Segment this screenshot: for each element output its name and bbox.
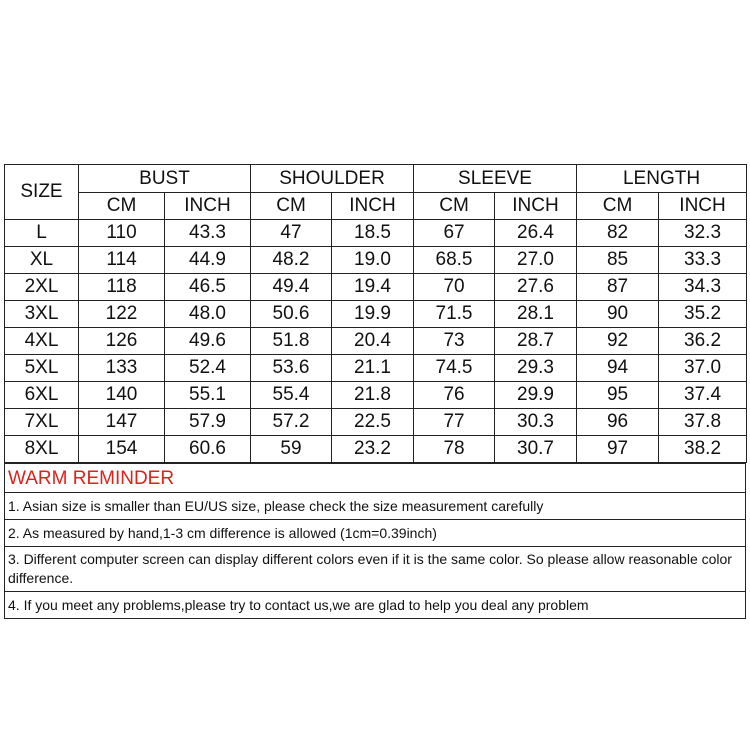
measurement-cell: 29.9 xyxy=(495,382,577,409)
measurement-cell: 154 xyxy=(79,436,165,463)
size-cell: 2XL xyxy=(5,274,79,301)
unit-header-cm: CM xyxy=(251,193,332,220)
measurement-cell: 19.0 xyxy=(332,247,414,274)
measurement-cell: 21.8 xyxy=(332,382,414,409)
unit-header-cm: CM xyxy=(79,193,165,220)
measurement-cell: 55.4 xyxy=(251,382,332,409)
measurement-cell: 77 xyxy=(414,409,495,436)
measurement-cell: 126 xyxy=(79,328,165,355)
measurement-cell: 36.2 xyxy=(659,328,747,355)
measurement-cell: 48.2 xyxy=(251,247,332,274)
measurement-cell: 26.4 xyxy=(495,220,577,247)
shoulder-header: SHOULDER xyxy=(251,165,414,193)
table-row xyxy=(5,220,747,247)
measurement-cell: 44.9 xyxy=(165,247,251,274)
warm-reminder xyxy=(4,463,746,619)
size-cell: 3XL xyxy=(5,301,79,328)
measurement-cell: 53.6 xyxy=(251,355,332,382)
measurement-cell: 27.6 xyxy=(495,274,577,301)
measurement-cell: 47 xyxy=(251,220,332,247)
measurement-cell: 85 xyxy=(577,247,659,274)
unit-header-cm: CM xyxy=(577,193,659,220)
measurement-cell: 59 xyxy=(251,436,332,463)
note-4: 4. If you meet any problems,please try to contact us,we are glad to help you deal any problem xyxy=(5,592,746,619)
measurement-cell: 38.2 xyxy=(659,436,747,463)
measurement-cell: 51.8 xyxy=(251,328,332,355)
measurement-cell: 76 xyxy=(414,382,495,409)
measurement-cell: 92 xyxy=(577,328,659,355)
measurement-cell: 49.4 xyxy=(251,274,332,301)
length-header: LENGTH xyxy=(577,165,747,193)
measurement-cell: 28.1 xyxy=(495,301,577,328)
measurement-cell: 140 xyxy=(79,382,165,409)
note-1: 1. Asian size is smaller than EU/US size, please check the size measurement carefully xyxy=(5,493,746,520)
table-row xyxy=(5,409,747,436)
measurement-cell: 57.9 xyxy=(165,409,251,436)
measurement-cell: 67 xyxy=(414,220,495,247)
measurement-cell: 95 xyxy=(577,382,659,409)
unit-header-inch: INCH xyxy=(495,193,577,220)
measurement-cell: 30.7 xyxy=(495,436,577,463)
measurement-cell: 87 xyxy=(577,274,659,301)
note-3: 3. Different computer screen can display different colors even if it is the same color. So please allow reasonable color difference. xyxy=(5,547,746,592)
measurement-cell: 32.3 xyxy=(659,220,747,247)
table-row xyxy=(5,247,747,274)
measurement-cell: 74.5 xyxy=(414,355,495,382)
measurement-cell: 94 xyxy=(577,355,659,382)
unit-header-inch: INCH xyxy=(659,193,747,220)
measurement-cell: 43.3 xyxy=(165,220,251,247)
measurement-cell: 18.5 xyxy=(332,220,414,247)
size-cell: XL xyxy=(5,247,79,274)
unit-header-inch: INCH xyxy=(165,193,251,220)
bust-header: BUST xyxy=(79,165,251,193)
table-row xyxy=(5,301,747,328)
size-chart xyxy=(4,164,746,619)
measurement-cell: 52.4 xyxy=(165,355,251,382)
measurement-cell: 97 xyxy=(577,436,659,463)
measurement-cell: 19.4 xyxy=(332,274,414,301)
unit-header-inch: INCH xyxy=(332,193,414,220)
measurement-cell: 37.4 xyxy=(659,382,747,409)
measurement-cell: 27.0 xyxy=(495,247,577,274)
size-header: SIZE xyxy=(5,165,79,220)
measurement-cell: 19.9 xyxy=(332,301,414,328)
measurement-cell: 49.6 xyxy=(165,328,251,355)
measurement-cell: 114 xyxy=(79,247,165,274)
measurement-cell: 55.1 xyxy=(165,382,251,409)
measurement-cell: 33.3 xyxy=(659,247,747,274)
size-cell: L xyxy=(5,220,79,247)
measurement-cell: 30.3 xyxy=(495,409,577,436)
table-row xyxy=(5,355,747,382)
measurement-cell: 147 xyxy=(79,409,165,436)
size-cell: 5XL xyxy=(5,355,79,382)
measurement-cell: 73 xyxy=(414,328,495,355)
table-row xyxy=(5,436,747,463)
measurement-cell: 118 xyxy=(79,274,165,301)
measurement-cell: 78 xyxy=(414,436,495,463)
measurement-cell: 60.6 xyxy=(165,436,251,463)
measurement-cell: 96 xyxy=(577,409,659,436)
warm-reminder-title: WARM REMINDER xyxy=(5,464,746,493)
measurement-cell: 20.4 xyxy=(332,328,414,355)
measurement-cell: 29.3 xyxy=(495,355,577,382)
size-table xyxy=(4,164,747,463)
measurement-cell: 122 xyxy=(79,301,165,328)
measurement-cell: 23.2 xyxy=(332,436,414,463)
size-cell: 6XL xyxy=(5,382,79,409)
measurement-cell: 37.8 xyxy=(659,409,747,436)
measurement-cell: 37.0 xyxy=(659,355,747,382)
table-row xyxy=(5,274,747,301)
size-cell: 8XL xyxy=(5,436,79,463)
measurement-cell: 82 xyxy=(577,220,659,247)
unit-header-cm: CM xyxy=(414,193,495,220)
table-row xyxy=(5,328,747,355)
table-row xyxy=(5,382,747,409)
note-2: 2. As measured by hand,1-3 cm difference is allowed (1cm=0.39inch) xyxy=(5,520,746,547)
measurement-cell: 35.2 xyxy=(659,301,747,328)
measurement-cell: 133 xyxy=(79,355,165,382)
measurement-cell: 50.6 xyxy=(251,301,332,328)
measurement-cell: 71.5 xyxy=(414,301,495,328)
measurement-cell: 34.3 xyxy=(659,274,747,301)
size-cell: 7XL xyxy=(5,409,79,436)
sleeve-header: SLEEVE xyxy=(414,165,577,193)
size-cell: 4XL xyxy=(5,328,79,355)
measurement-cell: 68.5 xyxy=(414,247,495,274)
measurement-cell: 21.1 xyxy=(332,355,414,382)
measurement-cell: 28.7 xyxy=(495,328,577,355)
measurement-cell: 90 xyxy=(577,301,659,328)
measurement-cell: 48.0 xyxy=(165,301,251,328)
measurement-cell: 70 xyxy=(414,274,495,301)
measurement-cell: 110 xyxy=(79,220,165,247)
measurement-cell: 57.2 xyxy=(251,409,332,436)
measurement-cell: 22.5 xyxy=(332,409,414,436)
measurement-cell: 46.5 xyxy=(165,274,251,301)
